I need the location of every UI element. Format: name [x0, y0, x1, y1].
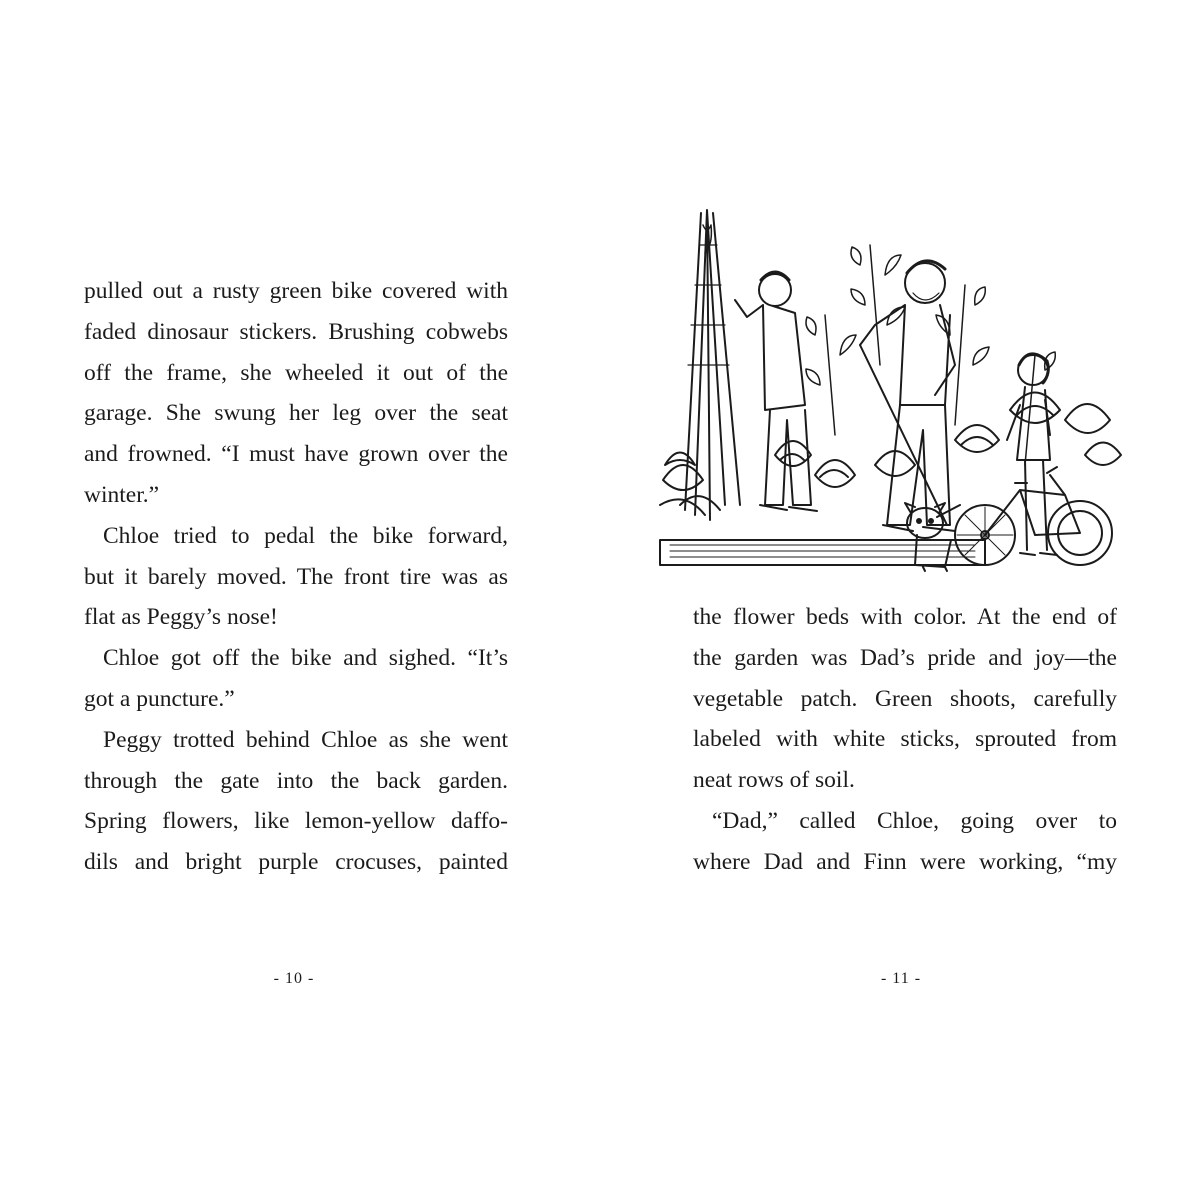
text-line: the flower beds with color. At the end of — [693, 604, 1117, 630]
text-line: through the gate into the back garden. — [84, 767, 508, 794]
text-line: but it barely moved. The front tire was as — [84, 563, 508, 590]
text-line: neat rows of soil. — [693, 767, 855, 794]
right-page-number: - 11 - — [880, 970, 922, 987]
garden-illustration — [655, 205, 1125, 575]
text-line: flat as Peggy’s nose! — [84, 604, 278, 631]
raised-bed-plank — [660, 540, 985, 565]
text-line: and frowned. “I must have grown over the — [84, 441, 508, 468]
right-page-text — [693, 597, 1117, 883]
text-line: got a puncture.” — [84, 685, 235, 712]
bike — [955, 467, 1112, 565]
text-line: Chloe tried to pedal the bike forward, — [103, 522, 508, 549]
text-line: Spring flowers, like lemon-yellow daffo- — [84, 808, 508, 835]
text-line: pulled out a rusty green bike covered with — [84, 278, 508, 304]
text-line: winter.” — [84, 481, 160, 508]
left-page-text — [84, 271, 508, 883]
text-line: off the frame, she wheeled it out of the — [84, 359, 508, 386]
text-line: vegetable patch. Green shoots, carefully — [693, 685, 1117, 712]
rake — [860, 345, 960, 525]
bean-poles — [685, 210, 740, 520]
text-line: the garden was Dad’s pride and joy—the — [693, 644, 1117, 671]
text-line: Chloe got off the bike and sighed. “It’s — [103, 645, 508, 672]
text-line: garage. She swung her leg over the seat — [84, 400, 508, 427]
text-line: “Dad,” called Chloe, going over to — [712, 807, 1117, 834]
text-line: labeled with white sticks, sprouted from — [693, 726, 1117, 753]
text-line: where Dad and Finn were working, “my — [693, 848, 1117, 875]
left-page-number: - 10 - — [273, 970, 315, 987]
text-line: dils and bright purple crocuses, painted — [84, 849, 508, 876]
finn-figure — [735, 272, 817, 511]
text-line: Peggy trotted behind Chloe as she went — [103, 726, 508, 753]
leafy-stalks — [806, 245, 1055, 465]
text-line: faded dinosaur stickers. Brushing cobwebs — [84, 318, 508, 345]
